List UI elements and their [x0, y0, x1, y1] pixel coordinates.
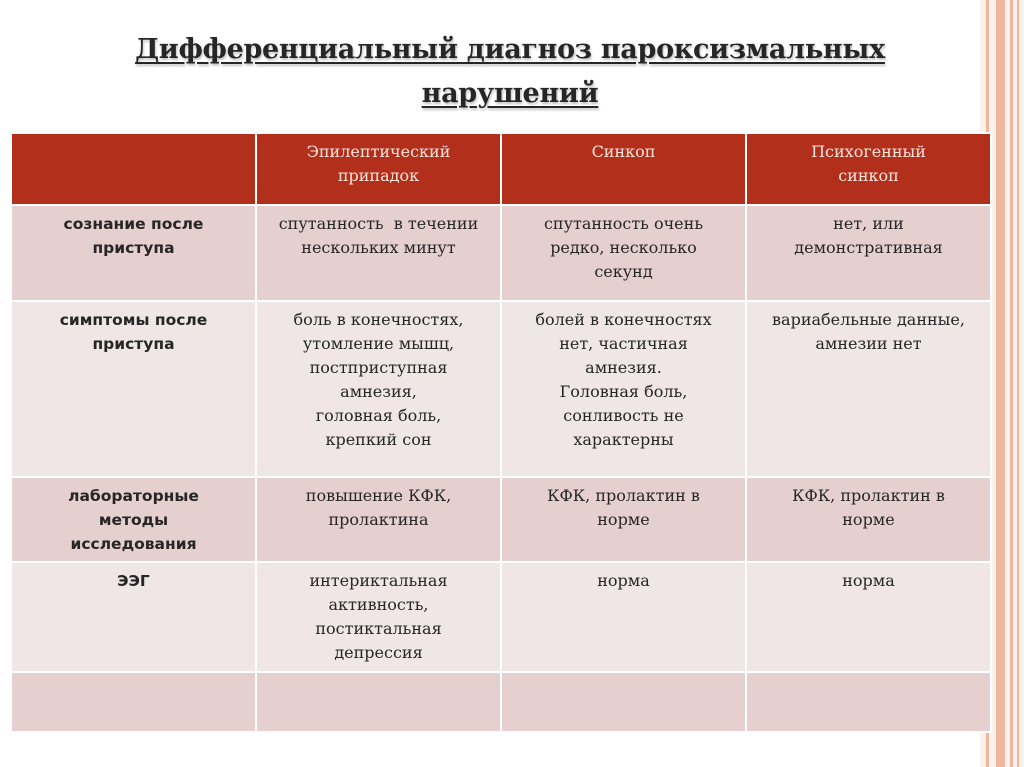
table-row [11, 205, 991, 301]
title-line-1: Дифференциальный диагноз пароксизмальных [135, 34, 885, 65]
table-cell: боль в конечностях, утомление мышц, постприступная амнезия, головная боль, крепкий сон [256, 301, 501, 477]
table-cell: норма [746, 562, 991, 672]
row-label-consciousness: сознание после приступа [11, 205, 256, 301]
row-label-eeg: ЭЭГ [11, 562, 256, 672]
table-cell: повышение КФК, пролактина [256, 477, 501, 562]
table-row-empty [11, 672, 991, 732]
title-line-2: нарушений [421, 78, 599, 109]
table-row [11, 477, 991, 562]
comparison-table [10, 132, 992, 733]
header-syncope: Синкоп [501, 133, 746, 205]
stripe [996, 0, 1005, 767]
table-row [11, 301, 991, 477]
table-cell: КФК, пролактин в норме [501, 477, 746, 562]
table-cell [746, 672, 991, 732]
table-cell: вариабельные данные, амнезии нет [746, 301, 991, 477]
table-row [11, 562, 991, 672]
table-header-row [11, 133, 991, 205]
table-cell: болей в конечностях нет, частичная амнезия. Головная боль, сонливость не характерны [501, 301, 746, 477]
header-epileptic-seizure: Эпилептический припадок [256, 133, 501, 205]
stripe [1010, 0, 1013, 767]
table-cell: норма [501, 562, 746, 672]
table-cell [11, 672, 256, 732]
table-cell [501, 672, 746, 732]
table-cell: спутанность в течении нескольких минут [256, 205, 501, 301]
header-empty-cell [11, 133, 256, 205]
table-cell: интериктальная активность, постиктальная депрессия [256, 562, 501, 672]
table-cell [256, 672, 501, 732]
stripe [1017, 0, 1019, 767]
table-cell: спутанность очень редко, несколько секунд [501, 205, 746, 301]
row-label-symptoms: симптомы после приступа [11, 301, 256, 477]
slide-title [40, 28, 980, 116]
row-label-lab-methods: лабораторные методы исследования [11, 477, 256, 562]
table-cell: нет, или демонстративная [746, 205, 991, 301]
header-psychogenic-syncope: Психогенный синкоп [746, 133, 991, 205]
table-cell: КФК, пролактин в норме [746, 477, 991, 562]
